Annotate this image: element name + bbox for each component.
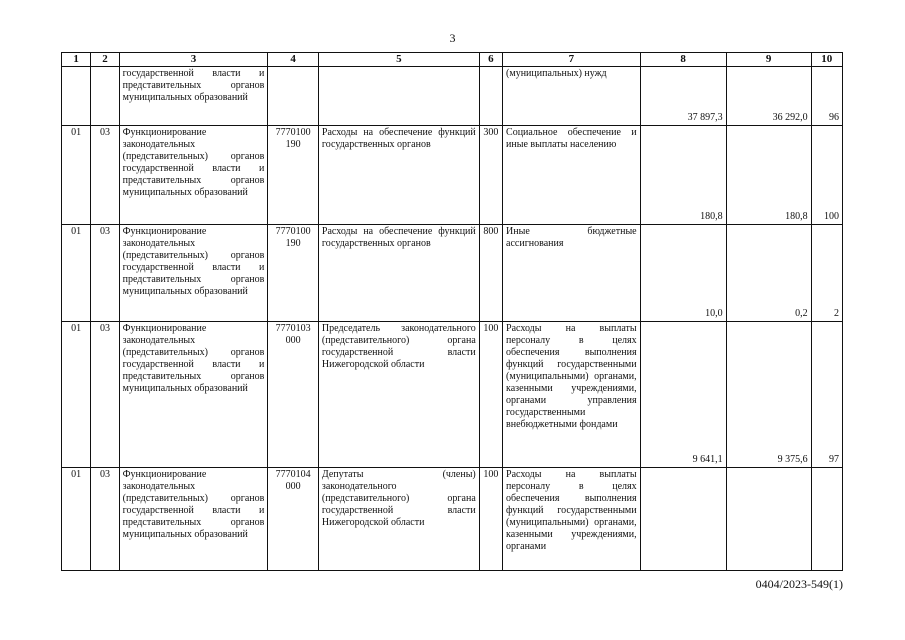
table-row [62,126,843,225]
actual-amount [726,468,811,571]
subsection-code [91,67,119,126]
expense-type-code: 300 [479,126,502,225]
page-number: 3 [449,31,456,45]
expense-type-code: 100 [479,468,502,571]
section-name: Функционирование законодательных (представительных) органов государственной власти и представительных органов муниципальных образований [119,468,268,571]
percent-executed: 2 [811,225,842,322]
percent-executed [811,468,842,571]
percent-executed: 100 [811,126,842,225]
section-code: 01 [62,322,91,468]
expense-type-code: 100 [479,322,502,468]
column-header: 7 [503,53,641,67]
target-article-name: Расходы на обеспечение функций государственных органов [318,126,479,225]
section-name: Функционирование законодательных (представительных) органов государственной власти и представительных органов муниципальных образований [119,322,268,468]
target-article-code [268,67,319,126]
table-row [62,322,843,468]
target-article-code: 7770100 190 [268,126,319,225]
section-name: государственной власти и представительных органов муниципальных образований [119,67,268,126]
actual-amount: 9 375,6 [726,322,811,468]
planned-amount: 37 897,3 [640,67,726,126]
target-article-name: Председатель законодательного (представительного) органа государственной власти Нижегородской области [318,322,479,468]
expense-type-name: Расходы на выплаты персоналу в целях обеспечения выполнения функций государственными (муниципальными) органами, казенными учреждениями, органами [503,468,641,571]
actual-amount: 36 292,0 [726,67,811,126]
column-header: 1 [62,53,91,67]
expense-type-name: Расходы на выплаты персоналу в целях обеспечения выполнения функций государственными (муниципальными) органами, казенными учреждениями, органами управления государственными внебюджетными фондами [503,322,641,468]
table-row [62,67,843,126]
target-article-name [318,67,479,126]
section-code [62,67,91,126]
percent-executed: 97 [811,322,842,468]
budget-table [61,52,843,571]
target-article-code: 7770104 000 [268,468,319,571]
subsection-code: 03 [91,468,119,571]
actual-amount: 0,2 [726,225,811,322]
subsection-code: 03 [91,322,119,468]
planned-amount: 180,8 [640,126,726,225]
subsection-code: 03 [91,225,119,322]
column-header: 2 [91,53,119,67]
section-name: Функционирование законодательных (представительных) органов государственной власти и представительных органов муниципальных образований [119,225,268,322]
section-name: Функционирование законодательных (представительных) органов государственной власти и представительных органов муниципальных образований [119,126,268,225]
expense-type-name: Иные бюджетные ассигнования [503,225,641,322]
percent-executed: 96 [811,67,842,126]
target-article-code: 7770103 000 [268,322,319,468]
document-number: 0404/2023-549(1) [755,577,843,591]
section-code: 01 [62,468,91,571]
expense-type-code: 800 [479,225,502,322]
expense-type-name: (муниципальных) нужд [503,67,641,126]
column-header: 3 [119,53,268,67]
section-code: 01 [62,225,91,322]
column-header: 8 [640,53,726,67]
table-row [62,468,843,571]
column-header: 6 [479,53,502,67]
planned-amount: 9 641,1 [640,322,726,468]
target-article-name: Депутаты (члены) законодательного (представительного) органа государственной власти Нижегородской области [318,468,479,571]
column-header: 5 [318,53,479,67]
column-header: 4 [268,53,319,67]
planned-amount [640,468,726,571]
column-header: 9 [726,53,811,67]
expense-type-name: Социальное обеспечение и иные выплаты населению [503,126,641,225]
target-article-name: Расходы на обеспечение функций государственных органов [318,225,479,322]
planned-amount: 10,0 [640,225,726,322]
subsection-code: 03 [91,126,119,225]
section-code: 01 [62,126,91,225]
actual-amount: 180,8 [726,126,811,225]
column-header: 10 [811,53,842,67]
expense-type-code [479,67,502,126]
target-article-code: 7770100 190 [268,225,319,322]
table-row [62,225,843,322]
table-header-row [62,53,843,67]
